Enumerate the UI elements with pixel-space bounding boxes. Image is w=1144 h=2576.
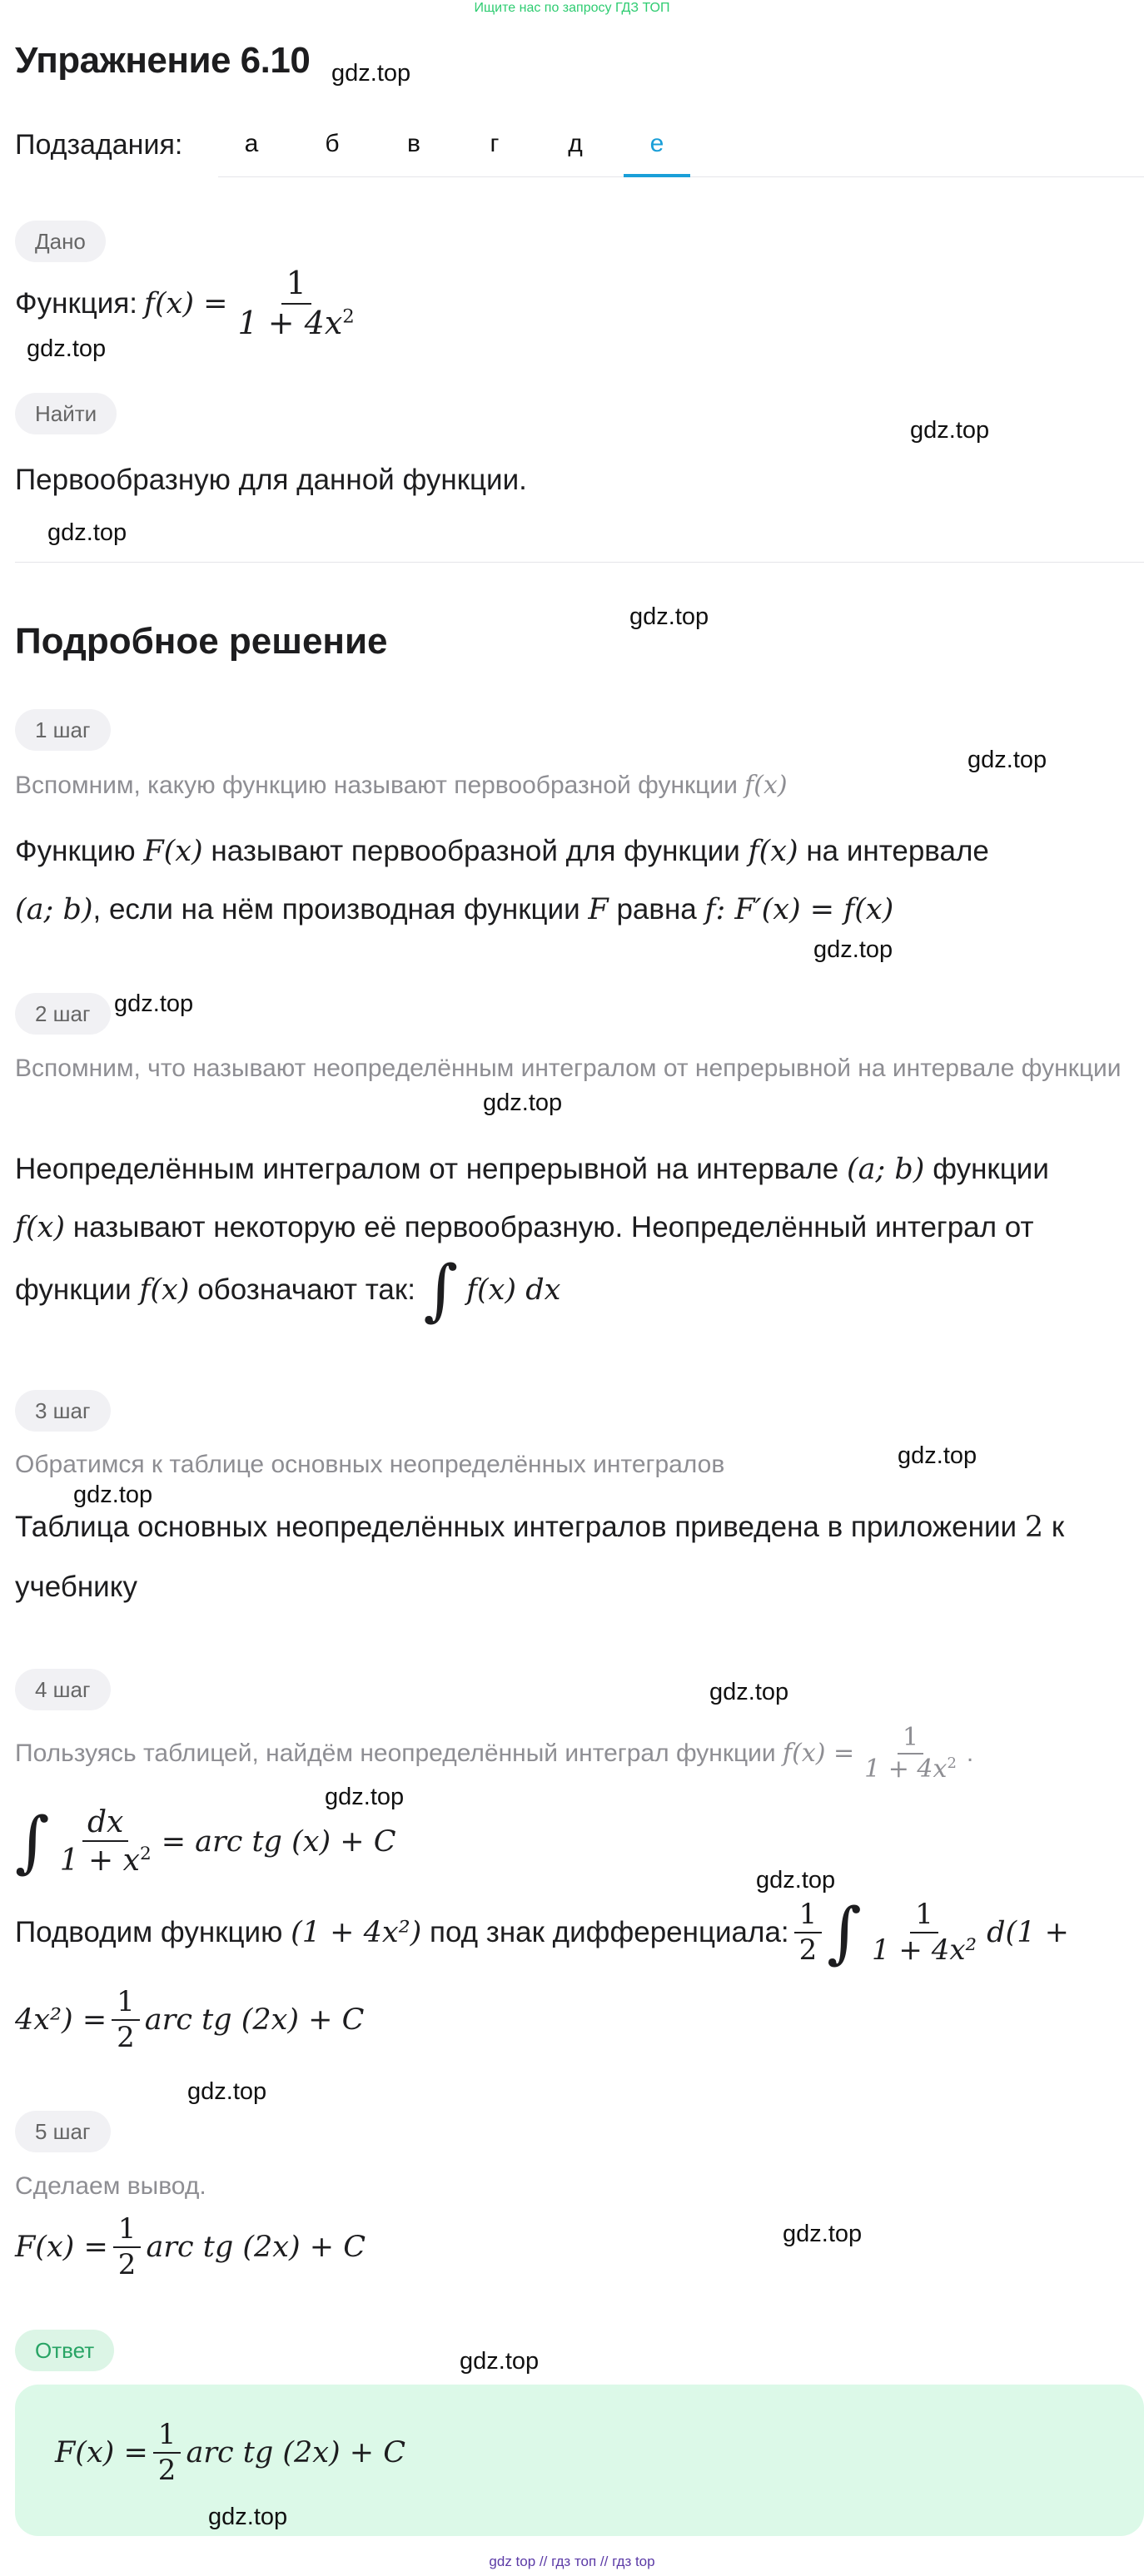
subtasks-label: Подзадания: [15, 129, 183, 161]
watermark: gdz.top [967, 747, 1047, 773]
step-2-line-2: f(x) называют некоторую её первообразную. Неопределённый интеграл от [15, 1211, 1034, 1244]
step-3-hint: Обратимся к таблице основных неопределённых интегралов [15, 1451, 725, 1478]
watermark: gdz.top [27, 335, 107, 362]
watermark: gdz.top [898, 1442, 977, 1469]
answer-formula: F(x) = $\frac{1}{2}$ arc tg (2x) + C [55, 2418, 406, 2487]
step-2-pill: 2 шаг [15, 993, 111, 1035]
watermark: gdz.top [208, 2504, 288, 2530]
step-4-pill: 4 шаг [15, 1669, 111, 1710]
step-1-pill: 1 шаг [15, 709, 111, 751]
step-5-formula: F(x) = $\frac{1}{2}$ arc tg (2x) + C [15, 2212, 366, 2281]
answer-half: $\frac{1}{2}$ [153, 2418, 182, 2488]
given-function [15, 265, 365, 342]
watermark: gdz.top [331, 60, 411, 87]
step-2-line-3: функции f(x) обозначают так: ∫ f(x) dx [15, 1251, 561, 1328]
step-4-line-2: 4x²) = $\frac{1}{2}$ arc tg (2x) + C [15, 1985, 365, 2054]
given-fraction [233, 265, 360, 342]
step-3-pill: 3 шаг [15, 1390, 111, 1432]
watermark: gdz.top [756, 1867, 836, 1894]
step-4-line-1: Подводим функцию (1 + 4x²) под знак дифференциала: $\frac{1}{2}$ ∫ $\frac{1}{\text{1 + 4x²}}$ d(1 + [15, 1893, 1069, 1971]
watermark: gdz.top [629, 603, 709, 630]
given-denominator: $1 + 4x^2$ [237, 304, 355, 341]
tab-d[interactable]: д [568, 130, 583, 157]
solution-heading: Подробное решение [15, 621, 388, 662]
step-4-half: $\frac{1}{2}$ [794, 1898, 823, 1968]
answer-pill: Ответ [15, 2330, 114, 2371]
watermark: gdz.top [910, 417, 990, 444]
step-5-hint: Сделаем вывод. [15, 2172, 206, 2200]
step-4-line-fraction: $\frac{1}{\text{1 + 4x²}}$ [871, 1898, 977, 1967]
step-5-pill: 5 шаг [15, 2111, 111, 2152]
tab-g[interactable]: г [490, 130, 500, 157]
step-3-line-2: учебнику [15, 1571, 137, 1603]
step-4-hint: Пользуясь таблицей, найдём неопределённый интеграл функции f(x) = $\frac{1}{1 + 4x^2}$ . [15, 1723, 974, 1784]
step-2-hint: Вспомним, что называют неопределённым интегралом от непрерывной на интервале функции [15, 1055, 1122, 1082]
watermark: gdz.top [783, 2221, 863, 2247]
watermark: gdz.top [47, 519, 127, 546]
watermark: gdz.top [114, 990, 194, 1017]
step-4-hint-fraction: $\frac{1}{1 + 4x^2}$ [864, 1723, 957, 1784]
step-4-line-2-half: $\frac{1}{2}$ [112, 1985, 140, 2055]
page-title: Упражнение 6.10 [15, 40, 311, 81]
find-text: Первообразную для данной функции. [15, 464, 527, 496]
subtasks-tabs [218, 117, 1144, 177]
section-divider [15, 562, 1144, 563]
step-4-formula: ∫ $\frac{dx}{1 + x^2}$ = arc tg (x) + C [15, 1802, 396, 1880]
find-pill: Найти [15, 393, 117, 434]
tab-v[interactable]: в [407, 130, 420, 157]
watermark: gdz.top [813, 936, 893, 963]
watermark: gdz.top [709, 1679, 789, 1705]
top-banner: Ищите нас по запросу ГДЗ ТОП [474, 1, 670, 15]
step-4-formula-fraction: $\frac{dx}{1 + x^2}$ [59, 1805, 152, 1879]
answer-box [15, 2385, 1144, 2536]
tab-e-active[interactable]: е [649, 130, 664, 157]
watermark: gdz.top [187, 2078, 267, 2105]
watermark: gdz.top [460, 2348, 540, 2375]
tab-b[interactable]: б [325, 130, 340, 157]
given-numerator: 1 [281, 265, 311, 305]
given-pill: Дано [15, 221, 106, 262]
given-func: f(x) = [144, 286, 228, 320]
watermark: gdz.top [325, 1784, 405, 1810]
step-1-hint: Вспомним, какую функцию называют первообразной функции f(x) [15, 771, 788, 800]
active-tab-underline [624, 174, 690, 177]
step-2-line-1: Неопределённым интегралом от непрерывной на интервале (a; b) функции [15, 1153, 1049, 1186]
step-3-line-1: Таблица основных неопределённых интегралов приведена в приложении 2 к [15, 1511, 1065, 1544]
step-5-half: $\frac{1}{2}$ [113, 2212, 142, 2282]
watermark: gdz.top [483, 1089, 563, 1116]
step-1-line-2: (a; b), если на нём производная функции F равна f: F′(x) = f(x) [15, 893, 894, 926]
tab-a[interactable]: а [244, 130, 259, 157]
given-label: Функция: [15, 286, 138, 320]
footer: gdz top // гдз топ // гдз top [489, 2554, 655, 2569]
watermark: gdz.top [73, 1482, 153, 1508]
step-1-line-1: Функцию F(x) называют первообразной для функции f(x) на интервале [15, 835, 989, 868]
